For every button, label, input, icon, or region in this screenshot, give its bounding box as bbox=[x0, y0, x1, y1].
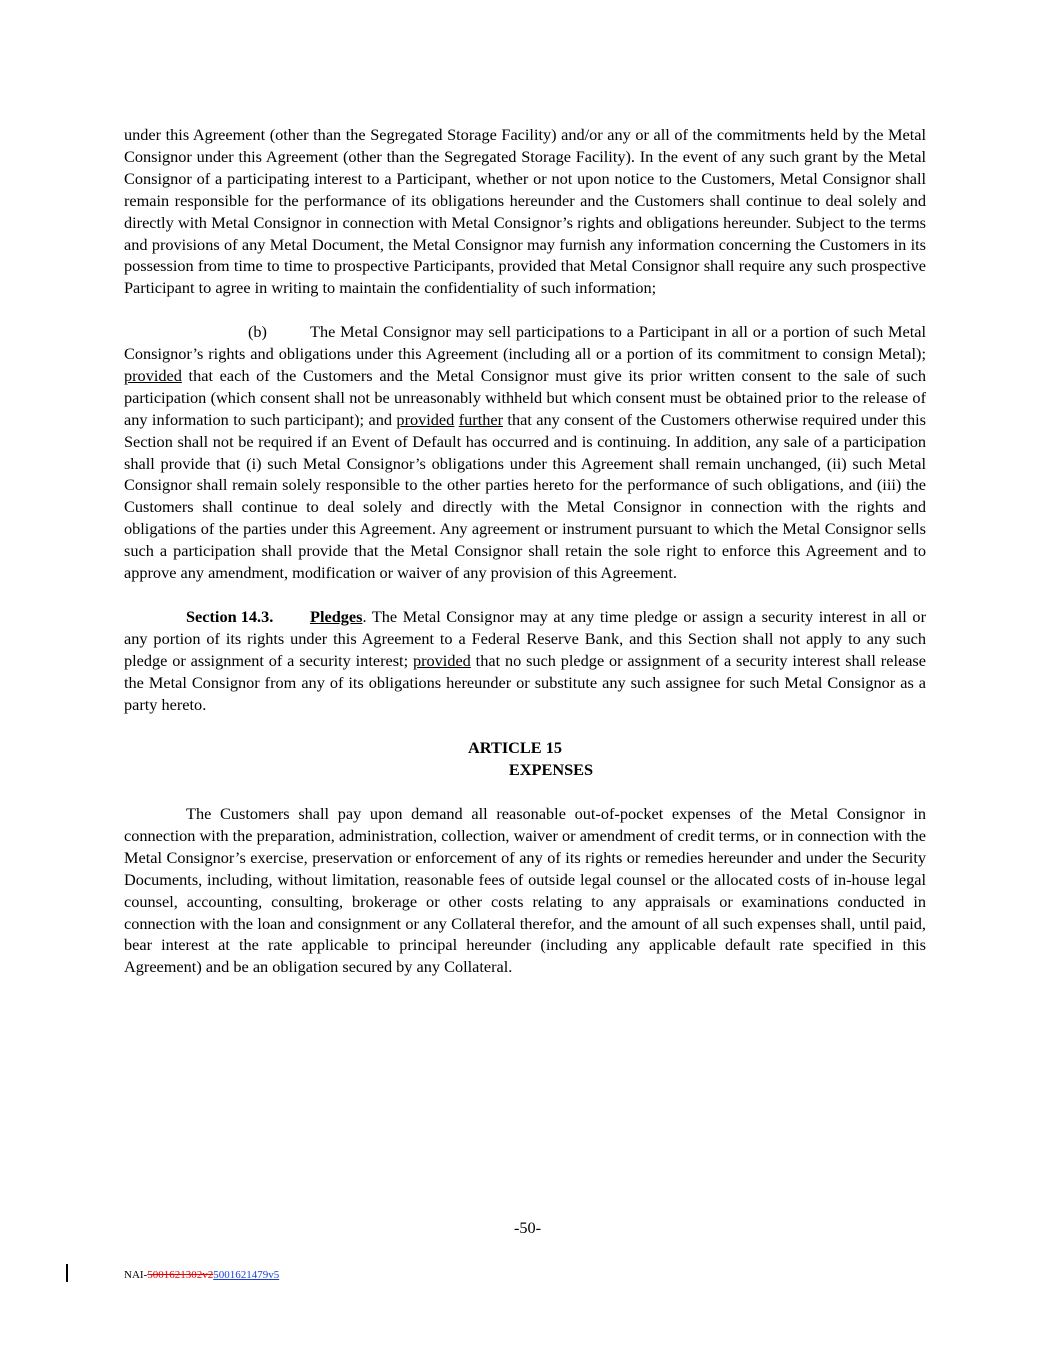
expenses-paragraph: The Customers shall pay upon demand all reasonable out-of-pocket expenses of the Metal Consignor in connection with the preparation, administration, collection, waiver or amendment of credit terms, or in connection with the Metal Consignor’s exercise, preservation or enforcement of any of its rights or remedies hereunder and under the Security Documents, including, without limitation, reasonable fees of outside legal counsel or the allocated costs of in-house legal counsel, accounting, consulting, brokerage or other costs relating to any appraisals or examinations conducted in connection with the loan and consignment or any Collateral therefor, and the amount of all such expenses shall, until paid, bear interest at the rate applicable to principal hereunder (including any applicable default rate specified in this Agreement) and be an obligation secured by any Collateral. bbox=[124, 804, 926, 977]
page-number: -50- bbox=[513, 1218, 542, 1237]
section-title: Pledges bbox=[310, 606, 363, 626]
clause-label: (b) bbox=[248, 322, 267, 342]
section-14-3-paragraph: Section 14.3. Pledges. The Metal Consignor may at any time pledge or assign a security interest in all or any portion of its rights under this Agreement to a Federal Reserve Bank, and this Section shall not apply to any such pledge or assignment of a security interest; provided that no such pledge or assignment of a security interest shall release the Metal Consignor from any of its obligations hereunder or substitute any such assignee for such Metal Consignor as a party hereto. bbox=[124, 606, 926, 714]
article-title: EXPENSES bbox=[508, 760, 594, 780]
inserted-doc-id: 5001621479v5 bbox=[213, 1269, 280, 1281]
deleted-doc-id: 5001621302v2 bbox=[147, 1269, 214, 1281]
paragraph-b: (b) The Metal Consignor may sell participations to a Participant in all or a portion of such Metal Consignor’s rights and obligations under this Agreement (including all or a portion of its commitment to consign Metal); provided that each of the Customers and the Metal Consignor must give its prior written consent to the sale of such participation (which consent shall not be unreasonably withheld but which consent must be obtained prior to the release of any information to such participant); and provided further that any consent of the Customers otherwise required under this Section shall not be required if an Event of Default has occurred and is continuing. In addition, any sale of a participation shall provide that (i) such Metal Consignor’s obligations under this Agreement shall remain unchanged, (ii) such Metal Consignor shall remain solely responsible to the other parties hereto for the performance of such obligations, and (iii) the Customers shall continue to deal solely and directly with the Metal Consignor in connection with the rights and obligations of the parties under this Agreement. Any agreement or instrument pursuant to which the Metal Consignor sells such a participation shall provide that the Metal Consignor shall retain the sole right to enforce this Agreement and to approve any amendment, modification or waiver of any provision of this Agreement. bbox=[124, 322, 927, 583]
change-bar bbox=[66, 1264, 68, 1282]
article-heading: ARTICLE 15 bbox=[468, 738, 562, 758]
section-number: Section 14.3. bbox=[186, 606, 274, 626]
document-page bbox=[124, 124, 926, 978]
paragraph-participations-continued: under this Agreement (other than the Segregated Storage Facility) and/or any or all of the commitments held by the Metal Consignor under this Agreement (other than the Segregated Storage Facility). In the event of any such grant by the Metal Consignor of a participating interest to a Participant, whether or not upon notice to the Customers, Metal Consignor shall remain responsible for the performance of its obligations hereunder and the Customers shall continue to deal solely and directly with Metal Consignor in connection with Metal Consignor’s rights and obligations hereunder. Subject to the terms and provisions of any Metal Document, the Metal Consignor may furnish any information concerning the Customers in its possession from time to time to prospective Participants, provided that Metal Consignor shall require any such prospective Participant to agree in writing to maintain the confidentiality of such information; bbox=[124, 125, 926, 298]
document-id-footer: NAI-5001621302v25001621479v5 bbox=[124, 1269, 280, 1281]
